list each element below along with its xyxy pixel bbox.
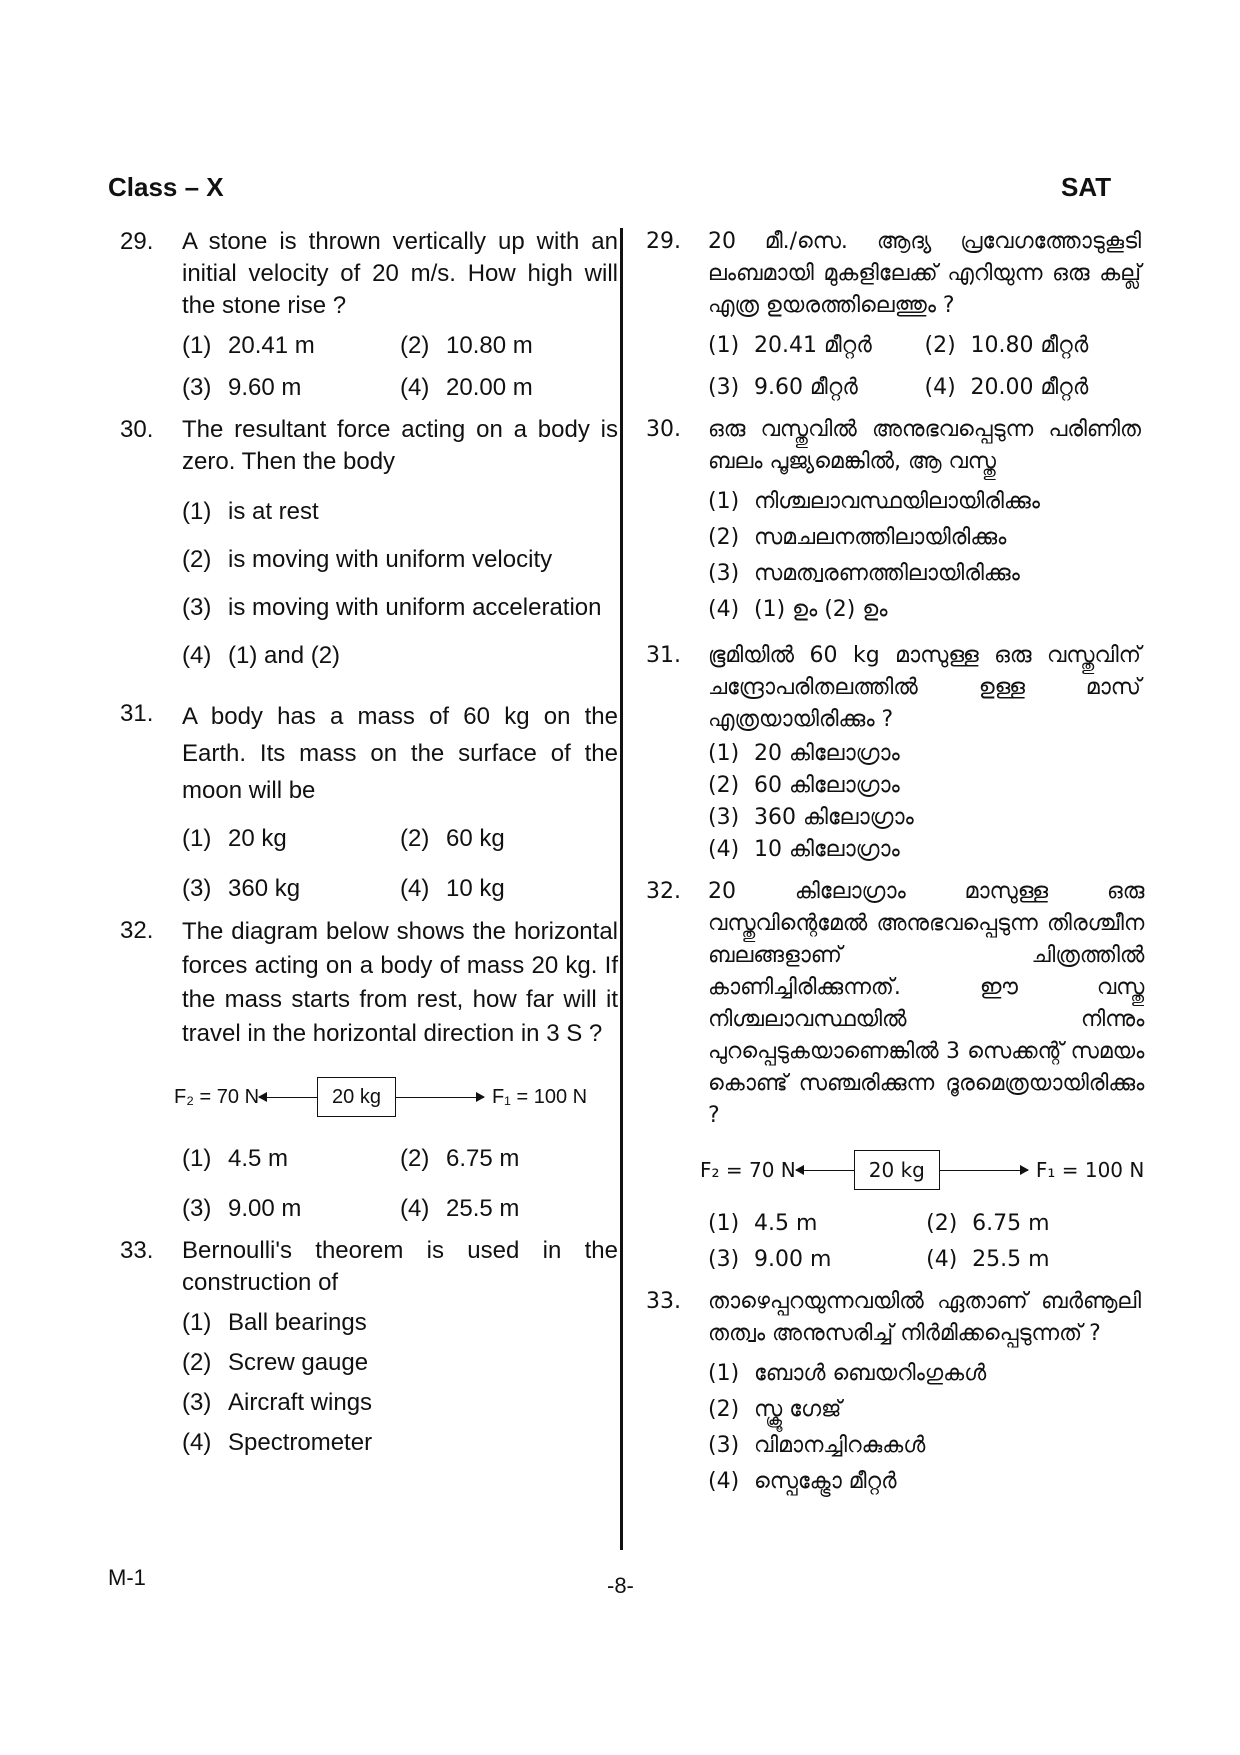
option-2: (2) 6.75 m	[400, 1145, 520, 1172]
force-f1-arrow	[940, 1170, 1028, 1171]
question-number: 30.	[646, 417, 681, 442]
option-3: (3) 9.60 m	[182, 374, 302, 401]
exam-label: SAT	[1061, 172, 1112, 202]
option-4: (4) സ്പെക്ട്രോ മീറ്റർ	[708, 1469, 897, 1494]
question-32-en	[120, 915, 618, 1225]
option-1: (1) 20 kg	[182, 825, 287, 852]
option-1: (1) ബോൾ ബെയറിംഗുകൾ	[708, 1361, 987, 1386]
option-1: (1) 20.41 m	[182, 332, 315, 359]
malayalam-column	[646, 226, 1145, 1512]
question-number: 30.	[120, 416, 154, 443]
question-number: 32.	[646, 879, 681, 904]
question-number: 29.	[646, 229, 681, 254]
option-1: (1) is at rest	[182, 498, 319, 525]
page-number: -8-	[607, 1573, 634, 1598]
question-text: The resultant force acting on a body is zero. Then the body	[182, 416, 618, 475]
force-f2-label: F₂ = 70 N	[174, 1086, 260, 1108]
option-1: (1) 20 കിലോഗ്രാം	[708, 741, 900, 766]
question-31-ml	[646, 640, 1141, 866]
question-text: ഒരു വസ്തുവിൽ അനുഭവപ്പെടുന്ന പരിണിത ബലം പൂജ്യമെങ്കിൽ, ആ വസ്തു	[708, 417, 1141, 474]
option-3: (3) Aircraft wings	[182, 1389, 373, 1416]
question-text: ഭൂമിയിൽ 60 kg മാസുള്ള ഒരു വസ്തുവിന് ചന്ദ്രോപരിതലത്തിൽ ഉള്ള മാസ് എത്രയായിരിക്കും ?	[708, 643, 1141, 732]
force-f2-arrow	[259, 1097, 317, 1098]
question-number: 33.	[646, 1289, 681, 1314]
question-number: 31.	[646, 643, 681, 668]
question-30-ml	[646, 414, 1141, 630]
question-number: 32.	[120, 917, 154, 944]
question-text: 20 കിലോഗ്രാം മാസുള്ള ഒരു വസ്തുവിന്റെമേൽ അനുഭവപ്പെടുന്ന തിരശ്ചീന ബലങ്ങളാണ് ചിത്രത്തിൽ കാണിച്ചിരിക്കുന്നത്. ഈ വസ്തു നിശ്ചലാവസ്ഥയിൽ നിന്നും പുറപ്പെടുകയാണെങ്കിൽ 3 സെക്കന്റ് സമയം കൊണ്ട് സഞ്ചരിക്കുന്ന ദൂരമെത്രയായിരിക്കും ?	[708, 879, 1145, 1128]
force-f1-label: F₁ = 100 N	[1035, 1158, 1145, 1182]
option-2: (2) 60 kg	[400, 825, 505, 852]
question-29-ml	[646, 226, 1141, 404]
option-1: (1) 4.5 m	[182, 1145, 289, 1172]
option-1: (1) നിശ്ചലാവസ്ഥയിലായിരിക്കും	[708, 489, 1040, 514]
force-f2-label: F₂ = 70 N	[700, 1158, 796, 1182]
option-3: (3) 9.00 m	[708, 1247, 832, 1272]
option-4: (4) 20.00 m	[400, 374, 533, 401]
option-1: (1) 20.41 മീറ്റർ	[708, 333, 872, 358]
option-2: (2) 60 കിലോഗ്രാം	[708, 773, 900, 798]
option-3: (3) 9.60 മീറ്റർ	[708, 375, 858, 400]
option-3: (3) 9.00 m	[182, 1195, 302, 1222]
option-1: (1) 4.5 m	[708, 1211, 818, 1236]
option-2: (2) സ്ക്രൂ ഗേജ്	[708, 1397, 842, 1422]
option-4: (4) 20.00 മീറ്റർ	[924, 375, 1089, 400]
option-4: (4) Spectrometer	[182, 1429, 373, 1456]
option-4: (4) 25.5 m	[926, 1247, 1050, 1272]
question-30-en	[120, 414, 618, 688]
option-3: (3) വിമാനച്ചിറകുകൾ	[708, 1433, 926, 1458]
column-divider	[620, 228, 623, 1550]
force-f1-arrow	[396, 1097, 484, 1098]
option-2: (2) 6.75 m	[926, 1211, 1050, 1236]
option-2: (2) is moving with uniform velocity	[182, 546, 553, 573]
force-f1-label: F₁ = 100 N	[491, 1086, 588, 1108]
option-4: (4) (1) and (2)	[182, 642, 341, 669]
question-33-en	[120, 1235, 618, 1467]
option-3: (3) സമത്വരണത്തിലായിരിക്കും	[708, 561, 1020, 586]
option-4: (4) 10 kg	[400, 875, 505, 902]
question-number: 29.	[120, 228, 154, 255]
english-column	[120, 226, 618, 1477]
option-1: (1) Ball bearings	[182, 1309, 367, 1336]
force-f2-arrow	[796, 1170, 854, 1171]
question-32-ml	[646, 876, 1145, 1276]
force-diagram	[700, 1150, 1144, 1190]
mass-box: 20 kg	[317, 1077, 396, 1117]
option-2: (2) 10.80 m	[400, 332, 533, 359]
question-text: A stone is thrown vertically up with an initial velocity of 20 m/s. How high will the stone rise ?	[182, 228, 618, 319]
option-4: (4) 25.5 m	[400, 1195, 520, 1222]
question-number: 33.	[120, 1237, 154, 1264]
question-number: 31.	[120, 700, 154, 727]
mass-box: 20 kg	[854, 1150, 940, 1190]
option-4: (4) 10 കിലോഗ്രാം	[708, 837, 900, 862]
question-31-en	[120, 698, 618, 905]
question-text: 20 മീ./സെ. ആദ്യ പ്രവേഗത്തോടുകൂടി ലംബമായി മുകളിലേക്ക് എറിയുന്ന ഒരു കല്ല് എത്ര ഉയരത്തിലെത്തും ?	[708, 229, 1141, 318]
question-text: The diagram below shows the horizontal forces acting on a body of mass 20 kg. If the mass starts from rest, how far will it travel in the horizontal direction in 3 S ?	[182, 918, 618, 1047]
force-diagram	[174, 1077, 618, 1117]
paper-code: M-1	[108, 1565, 146, 1590]
option-3: (3) is moving with uniform acceleration	[182, 594, 602, 621]
option-2: (2) Screw gauge	[182, 1349, 369, 1376]
question-33-ml	[646, 1286, 1141, 1502]
question-text: Bernoulli's theorem is used in the construction of	[182, 1237, 618, 1296]
option-3: (3) 360 കിലോഗ്രാം	[708, 805, 914, 830]
question-29-en	[120, 226, 618, 404]
question-text: A body has a mass of 60 kg on the Earth. Its mass on the surface of the moon will be	[182, 703, 618, 804]
option-4: (4) (1) ഉം (2) ഉം	[708, 597, 888, 622]
option-2: (2) 10.80 മീറ്റർ	[924, 333, 1089, 358]
class-label: Class – X	[108, 172, 224, 202]
question-text: താഴെപ്പറയുന്നവയിൽ ഏതാണ് ബർണൂലി തത്വം അനുസരിച്ച് നിർമിക്കപ്പെടുന്നത് ?	[708, 1289, 1141, 1346]
option-2: (2) സമചലനത്തിലായിരിക്കും	[708, 525, 1007, 550]
option-3: (3) 360 kg	[182, 875, 301, 902]
